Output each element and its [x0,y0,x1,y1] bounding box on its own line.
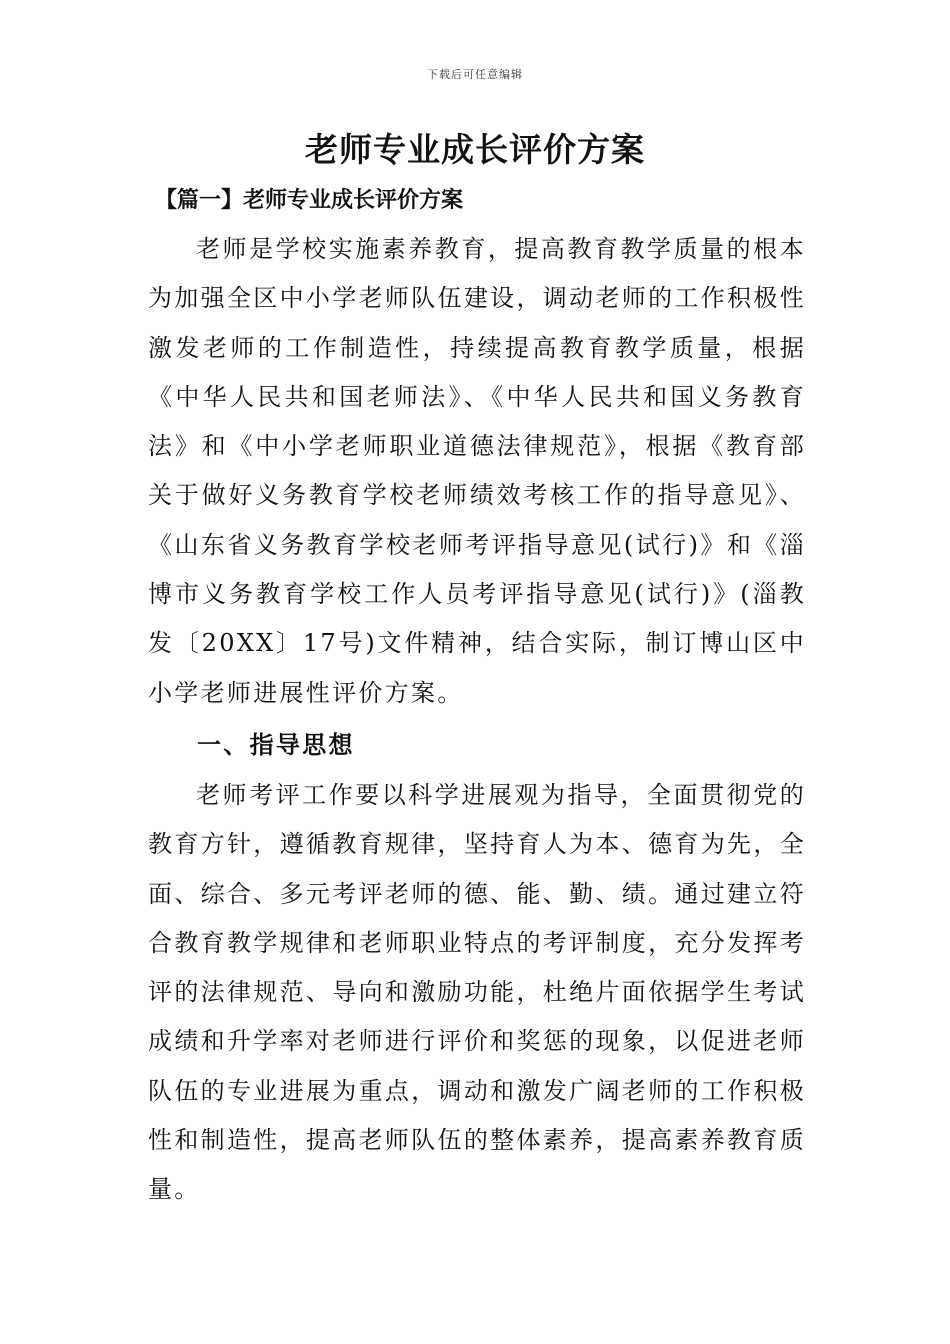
paragraph-intro: 老师是学校实施素养教育，提高教育教学质量的根本为加强全区中小学老师队伍建设，调动老师的工作积极性激发老师的工作制造性，持续提高教育教学质量，根据《中华人民共和国老师法》、《中华人民共和国义务教育法》和《中小学老师职业道德法律规范》，根据《教育部关于做好义务教育学校老师绩效考核工作的指导意见》、《山东省义务教育学校老师考评指导意见(试行)》和《淄博市义务教育学校工作人员考评指导意见(试行)》(淄教发〔20XX〕17号)文件精神，结合实际，制订博山区中小学老师进展性评价方案。 [148,235,806,707]
header-note: 下载后可任意编辑 [427,68,523,81]
paragraph-guiding-ideology: 老师考评工作要以科学进展观为指导，全面贯彻党的教育方针，遵循教育规律，坚持育人为本、德育为先，全面、综合、多元考评老师的德、能、勤、绩。通过建立符合教育教学规律和老师职业特点的考评制度，充分发挥考评的法律规范、导向和激励功能，杜绝片面依据学生考试成绩和升学率对老师进行评价和奖惩的现象，以促进老师队伍的专业进展为重点，调动和激发广阔老师的工作积极性和制造性，提高老师队伍的整体素养，提高素养教育质量。 [148,781,806,1204]
heading-guiding-ideology: 一、指导思想 [197,730,355,759]
section-heading: 【篇一】老师专业成长评价方案 [155,187,464,213]
document-title: 老师专业成长评价方案 [305,130,645,169]
